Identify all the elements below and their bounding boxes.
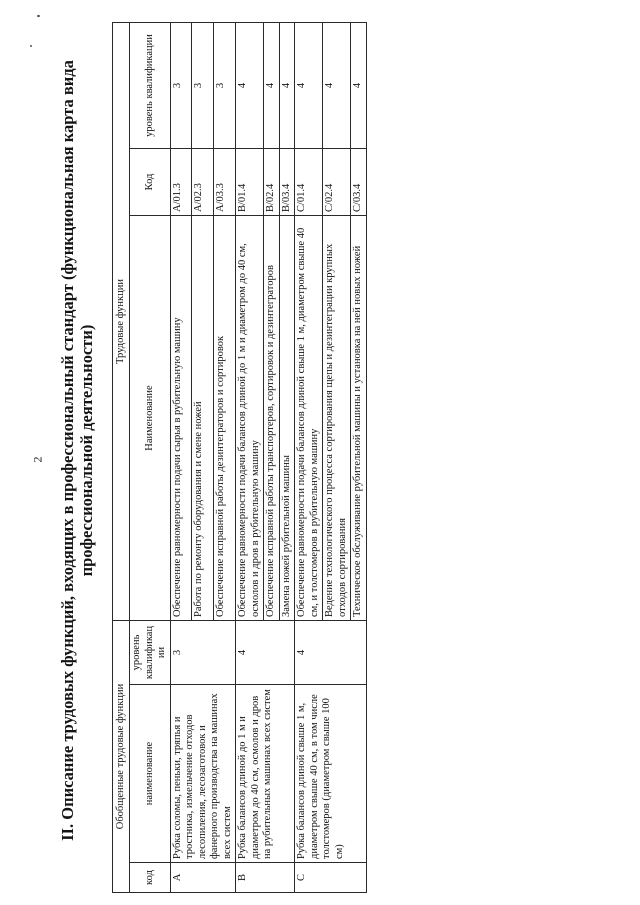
cell-tf-level: 3	[170, 22, 192, 148]
cell-tf-code: В/03.4	[279, 149, 295, 216]
column-header-name: наименование	[130, 685, 171, 863]
cell-tf-level: 3	[214, 22, 236, 148]
table-row	[170, 22, 192, 892]
group-header-generalized: Обобщенные трудовые функции	[113, 621, 130, 893]
cell-gf-level: 4	[236, 621, 295, 685]
cell-gf-code: В	[236, 863, 295, 893]
column-header-code: код	[130, 863, 171, 893]
cell-tf-name: Ведение технологического процесса сортирования щепы и дезинтеграции крупных отходов сортирования	[323, 216, 351, 621]
cell-tf-level: 3	[192, 22, 214, 148]
section-title-line2: профессиональной деятельности)	[77, 324, 96, 577]
cell-tf-code: А/01.3	[170, 149, 192, 216]
cell-tf-name: Работа по ремонту оборудования и смене ножей	[192, 216, 214, 621]
cell-gf-level: 3	[170, 621, 236, 685]
functional-map-table	[112, 22, 367, 893]
cell-tf-name: Замена ножей рубительной машины	[279, 216, 295, 621]
cell-tf-code: А/02.3	[192, 149, 214, 216]
cell-tf-name: Обеспечение исправной работы дезинтеграторов и сортировок	[214, 216, 236, 621]
cell-tf-code: В/02.4	[264, 149, 280, 216]
cell-gf-code: А	[170, 863, 236, 893]
cell-tf-level: 4	[351, 22, 367, 148]
column-header-tf-code: Код	[130, 149, 171, 216]
section-title	[58, 0, 96, 903]
cell-tf-code: С/02.4	[323, 149, 351, 216]
cell-tf-code: С/03.4	[351, 149, 367, 216]
cell-tf-name: Обеспечение исправной работы транспортеров, сортировок и дезинтеграторов	[264, 216, 280, 621]
table-header-row	[130, 22, 171, 892]
group-header-labor: Трудовые функции	[113, 22, 130, 620]
cell-gf-name: Рубка соломы, пеньки, тряпья и тростника, измельчение отходов лесопиления, лесозаготовок и фанерного производства на машинах всех систем	[170, 685, 236, 863]
cell-tf-code: С/01.4	[295, 149, 323, 216]
cell-tf-name: Техническое обслуживание рубительной машины и установка на ней новых ножей	[351, 216, 367, 621]
cell-tf-name: Обеспечение равномерности подачи балансов длиной до 1 м и диаметром до 40 см, осмолов и дров в рубительную машину	[236, 216, 264, 621]
cell-tf-level: 4	[279, 22, 295, 148]
cell-tf-level: 4	[323, 22, 351, 148]
column-header-tf-level: уровень квалификации	[130, 22, 171, 148]
table-row	[295, 22, 323, 892]
column-header-level: уровень квалификации	[130, 621, 171, 685]
table-header-row	[113, 22, 130, 892]
page-number: 2	[30, 456, 45, 463]
cell-tf-level: 4	[295, 22, 323, 148]
cell-gf-name: Рубка балансов длиной свыше 1 м, диаметром свыше 40 см, в том числе толстомеров (диаметром свыше 100 см)	[295, 685, 367, 863]
cell-gf-code: С	[295, 863, 367, 893]
cell-tf-level: 4	[264, 22, 280, 148]
cell-tf-name: Обеспечение равномерности подачи балансов длиной свыше 1 м, диаметром свыше 40 см, и толстомеров в рубительную машину	[295, 216, 323, 621]
cell-tf-level: 4	[236, 22, 264, 148]
column-header-tf-name: Наименование	[130, 216, 171, 621]
cell-gf-level: 4	[295, 621, 367, 685]
table-row	[236, 22, 264, 892]
section-title-line1: II. Описание трудовых функций, входящих в профессиональный стандарт (функциональная карта вида	[58, 60, 77, 841]
cell-tf-code: В/01.4	[236, 149, 264, 216]
cell-tf-name: Обеспечение равномерности подачи сырья в рубительную машину	[170, 216, 192, 621]
cell-gf-name: Рубка балансов длиной до 1 м и диаметром до 40 см, осмолов и дров на рубительных машинах всех систем	[236, 685, 295, 863]
cell-tf-code: А/03.3	[214, 149, 236, 216]
